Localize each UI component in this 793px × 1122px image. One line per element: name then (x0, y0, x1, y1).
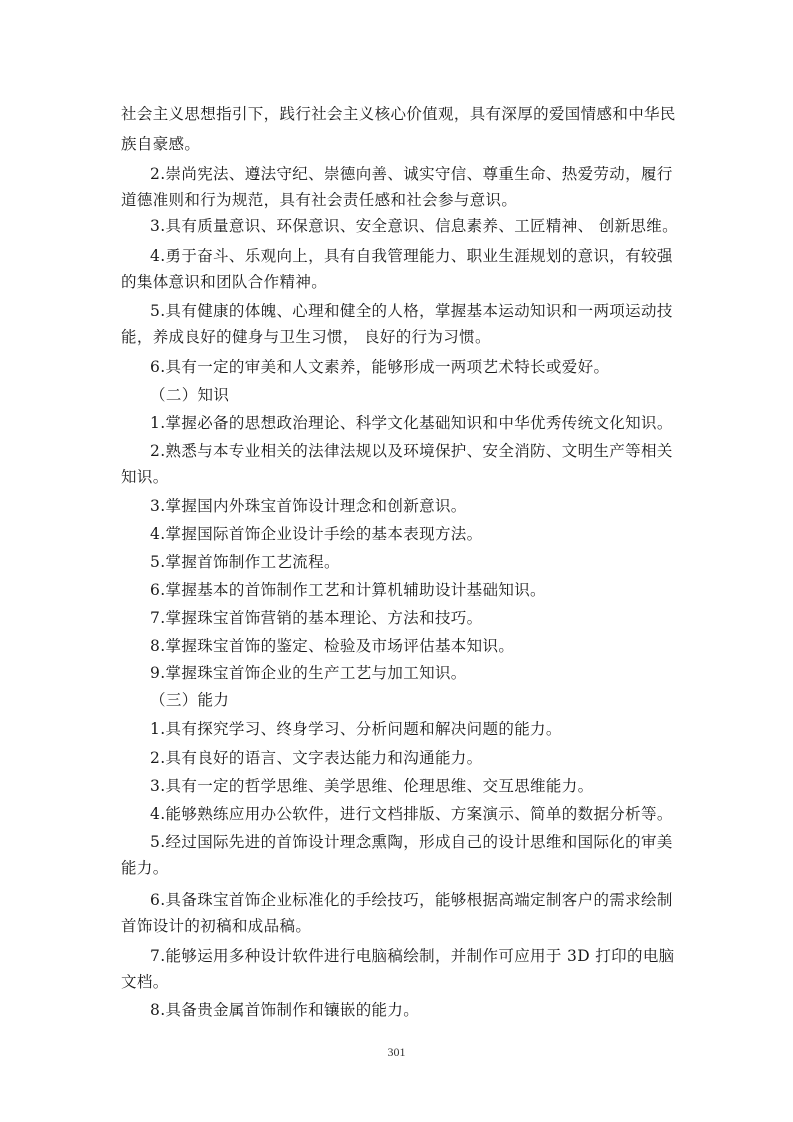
text-line: 族自豪感。 (121, 135, 201, 153)
list-item: 3.具有质量意识、环保意识、安全意识、信息素养、工匠精神、 创新思维。 (150, 217, 678, 235)
text-line: 文档。 (121, 973, 169, 991)
list-item: 2.具有良好的语言、文字表达能力和沟通能力。 (150, 749, 483, 767)
text-line: 道德准则和行为规范，具有社会责任感和社会参与意识。 (121, 191, 518, 209)
text-line: 知识。 (121, 468, 169, 486)
list-item: 2.熟悉与本专业相关的法律法规以及环境保护、安全消防、文明生产等相关 (150, 442, 673, 460)
list-item: 2.崇尚宪法、遵法守纪、崇德向善、诚实守信、尊重生命、热爱劳动，履行 (150, 165, 673, 183)
list-item: 6.具备珠宝首饰企业标准化的手绘技巧，能够根据高端定制客户的需求绘制 (150, 891, 673, 909)
list-item: 5.具有健康的体魄、心理和健全的人格，掌握基本运动知识和一两项运动技 (150, 302, 673, 320)
text-line: 首饰设计的初稿和成品稿。 (121, 917, 312, 935)
list-item: 8.掌握珠宝首饰的鉴定、检验及市场评估基本知识。 (150, 637, 515, 655)
text-line: 能力。 (121, 859, 169, 877)
list-item: 9.掌握珠宝首饰企业的生产工艺与加工知识。 (150, 664, 467, 682)
list-item: 3.具有一定的哲学思维、美学思维、伦理思维、交互思维能力。 (150, 777, 594, 795)
list-item: 7.掌握珠宝首饰营销的基本理论、方法和技巧。 (150, 609, 483, 627)
list-item: 5.经过国际先进的首饰设计理念熏陶，形成自己的设计思维和国际化的审美 (150, 833, 673, 851)
list-item: 4.勇于奋斗、乐观向上，具有自我管理能力、职业生涯规划的意识，有较强 (150, 247, 673, 265)
page-number: 301 (387, 1045, 406, 1059)
text-line: 的集体意识和团队合作精神。 (121, 273, 328, 291)
list-item: 6.掌握基本的首饰制作工艺和计算机辅助设计基础知识。 (150, 581, 546, 599)
list-item: 4.能够熟练应用办公软件，进行文档排版、方案演示、简单的数据分析等。 (150, 805, 673, 823)
list-item: 5.掌握首饰制作工艺流程。 (150, 553, 340, 571)
text-line: 能，养成良好的健身与卫生习惯， 良好的行为习惯。 (121, 328, 491, 346)
section-heading-ability: （三）能力 (150, 691, 230, 709)
list-item: 3.掌握国内外珠宝首饰设计理念和创新意识。 (150, 497, 467, 515)
section-heading-knowledge: （二）知识 (150, 386, 230, 404)
list-item: 4.掌握国际首饰企业设计手绘的基本表现方法。 (150, 525, 483, 543)
text-line: 社会主义思想指引下，践行社会主义核心价值观，具有深厚的爱国情感和中华民 (121, 105, 676, 123)
list-item: 7.能够运用多种设计软件进行电脑稿绘制，并制作可应用于 3D 打印的电脑 (150, 947, 675, 965)
list-item: 8.具备贵金属首饰制作和镶嵌的能力。 (150, 1001, 420, 1019)
list-item: 1.掌握必备的思想政治理论、科学文化基础知识和中华优秀传统文化知识。 (150, 414, 673, 432)
list-item: 1.具有探究学习、终身学习、分析问题和解决问题的能力。 (150, 720, 562, 738)
list-item: 6.具有一定的审美和人文素养，能够形成一两项艺术特长或爱好。 (150, 358, 610, 376)
